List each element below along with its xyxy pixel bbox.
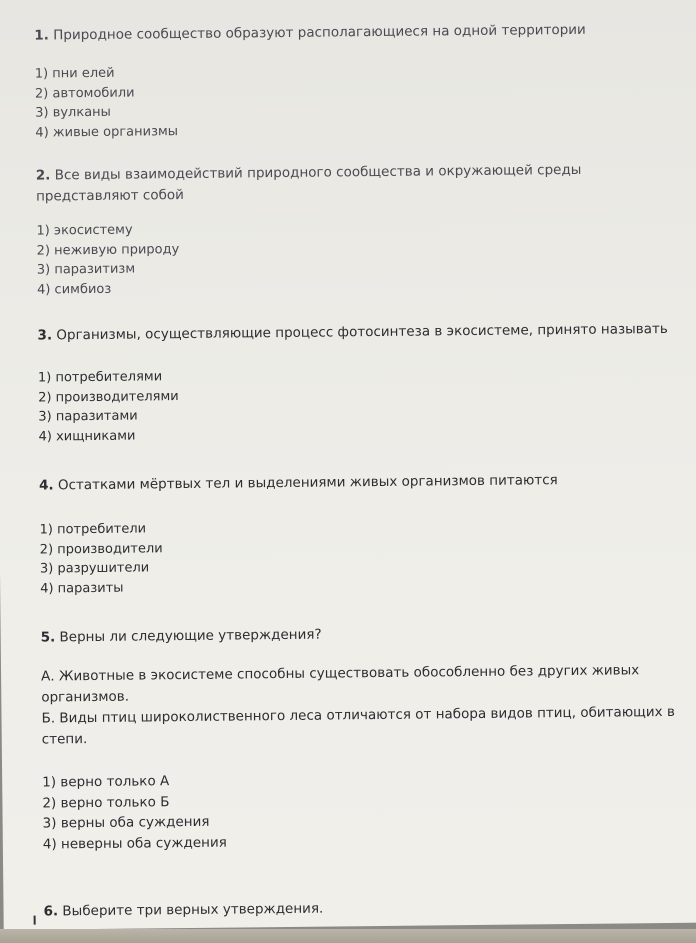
question-3-number: 3. [37, 327, 53, 344]
statement-a: А. Животные в экосистеме способны существовать обособленно без других живых [41, 662, 640, 685]
option-2-4: 4) симбиоз [36, 281, 112, 298]
pencil-mark [34, 916, 36, 925]
question-5-statements [41, 660, 675, 751]
question-4-options [39, 515, 558, 598]
question-6-prompt: Выберите три верных утверждения. [62, 900, 324, 920]
option-2-1: 1) экосистему [36, 222, 133, 239]
question-4-number: 4. [39, 477, 54, 494]
question-3-text [37, 319, 668, 347]
question-5 [41, 621, 677, 855]
question-5-number: 5. [40, 629, 56, 646]
option-5-2: 2) верно только Б [42, 793, 170, 812]
question-1 [34, 20, 587, 143]
option-4-1: 1) потребители [39, 521, 147, 538]
question-1-prompt: Природное сообщество образуют располагающиеся на одной территории [53, 21, 586, 44]
statement-b-cont: степи. [41, 731, 88, 748]
question-4 [39, 470, 559, 598]
option-1-2: 2) автомобили [34, 85, 135, 102]
option-1-4: 4) живые организмы [35, 123, 179, 141]
option-3-3: 3) паразитами [38, 408, 138, 425]
question-3-prompt: Организмы, осуществляющие процесс фотосинтеза в экосистеме, принято называть [56, 320, 668, 344]
option-5-3: 3) верны оба суждения [42, 813, 210, 832]
question-5-options [42, 766, 676, 855]
option-2-2: 2) неживую природу [36, 241, 180, 259]
question-2 [36, 160, 583, 300]
question-6 [43, 899, 323, 923]
question-5-prompt: Верны ли следующие утверждения? [59, 626, 322, 646]
question-5-text [41, 621, 675, 649]
statement-b: Б. Виды птиц широколиственного леса отличаются от набора видов птиц, обитающих в [41, 703, 675, 727]
question-6-text [43, 899, 323, 923]
question-1-options [35, 59, 587, 143]
option-5-1: 1) верно только А [42, 773, 170, 791]
question-3 [37, 319, 669, 447]
question-2-prompt: Все виды взаимодействий природного сообщества и окружающей среды [54, 161, 582, 184]
question-3-options [38, 362, 669, 447]
option-4-3: 3) разрушители [39, 560, 150, 577]
question-2-prompt-cont: представляют собой [35, 187, 185, 205]
option-3-1: 1) потребителями [37, 369, 163, 386]
question-6-number: 6. [43, 903, 59, 920]
question-1-text [34, 20, 586, 47]
question-2-options [36, 216, 582, 300]
question-4-prompt: Остатками мёртвых тел и выделениями живых организмов питаются [57, 472, 558, 494]
option-3-4: 4) хищниками [38, 428, 136, 445]
question-1-number: 1. [34, 27, 49, 44]
option-5-4: 4) неверны оба суждения [42, 834, 227, 853]
question-2-number: 2. [35, 167, 51, 184]
option-4-4: 4) паразиты [40, 580, 124, 597]
option-3-2: 2) производителями [38, 388, 179, 406]
option-4-2: 2) производители [39, 540, 163, 558]
question-4-text [39, 470, 558, 496]
option-1-3: 3) вулканы [35, 104, 111, 121]
option-2-3: 3) паразитизм [36, 261, 136, 278]
option-1-1: 1) пни елей [34, 65, 115, 82]
statement-a-cont: организмов. [41, 688, 130, 706]
table-surface [0, 929, 696, 943]
